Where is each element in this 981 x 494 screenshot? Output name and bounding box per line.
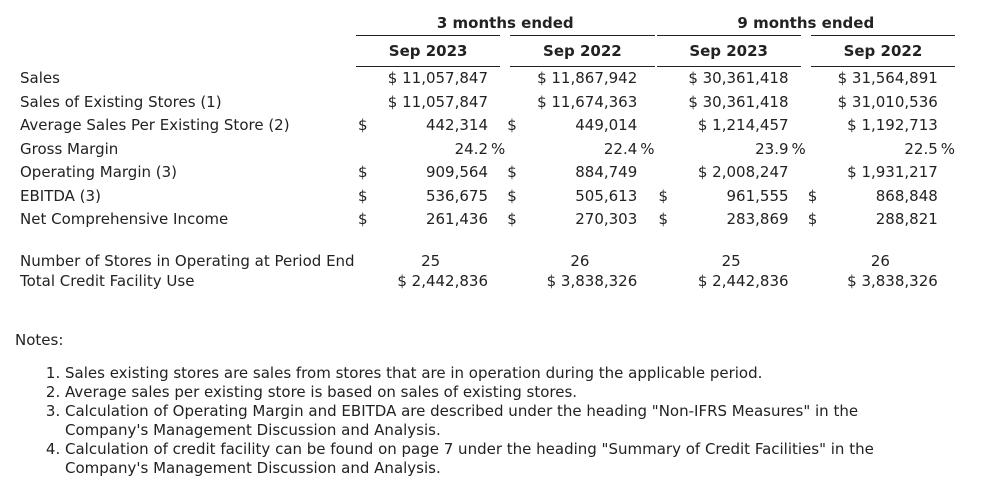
cell-value: $ 11,867,942	[537, 69, 638, 87]
note-item: 3. Calculation of Operating Margin and EBITDA are described under the heading "Non-IFRS Measures" in the Company's Management Discussion and Analysis.	[65, 402, 965, 440]
cell-value: $ 31,564,891	[837, 69, 938, 87]
cell-value: 536,675	[425, 186, 488, 205]
table-row	[20, 232, 955, 270]
cell-percent	[637, 67, 654, 91]
cell-value: 22.5	[904, 139, 938, 158]
notes-section	[15, 330, 965, 478]
cell-currency: $	[358, 116, 368, 134]
cell-percent: %	[940, 139, 956, 158]
cell-currency	[657, 270, 677, 294]
period-header: Sep 2023	[657, 36, 806, 67]
cell-percent: %	[791, 139, 806, 158]
cell-value: 442,314	[425, 116, 488, 134]
row-label: EBITDA (3)	[20, 186, 101, 205]
cell-value: $ 31,010,536	[837, 92, 938, 111]
table-row	[20, 161, 955, 185]
row-label: Average Sales Per Existing Store (2)	[20, 116, 290, 134]
cell-currency: $	[658, 186, 669, 205]
cell-percent	[637, 91, 654, 115]
cell-percent	[938, 114, 955, 138]
cell-percent: %	[640, 139, 655, 158]
cell-percent	[938, 185, 955, 209]
cell-percent: %	[491, 139, 506, 158]
cell-currency	[806, 138, 826, 162]
cell-value: 23.9	[755, 139, 789, 158]
cell-currency	[806, 91, 826, 115]
cell-currency	[505, 67, 525, 91]
cell-percent	[637, 270, 654, 294]
cell-percent	[637, 185, 654, 209]
cell-percent	[488, 270, 505, 294]
row-label: Sales of Existing Stores (1)	[20, 92, 222, 111]
table-row	[20, 185, 955, 209]
cell-value: 449,014	[575, 116, 638, 134]
cell-value: 961,555	[726, 186, 789, 205]
cell-percent	[789, 208, 806, 232]
cell-currency	[356, 270, 376, 294]
cell-currency: $	[507, 116, 517, 134]
row-label: Number of Stores in Operating at Period End	[20, 251, 355, 270]
cell-percent	[938, 208, 955, 232]
row-label: Gross Margin	[20, 139, 119, 158]
cell-value: 25	[721, 251, 741, 270]
period-header: Sep 2023	[356, 36, 505, 67]
cell-currency: $	[658, 210, 669, 228]
cell-percent	[789, 114, 806, 138]
cell-currency: $	[507, 163, 517, 181]
cell-value: $ 3,838,326	[847, 271, 938, 290]
cell-value: 909,564	[425, 163, 488, 181]
row-label: Net Comprehensive Income	[20, 210, 229, 228]
cell-value: $ 2,008,247	[697, 163, 789, 181]
cell-value: $ 1,192,713	[847, 116, 938, 134]
row-label: Operating Margin (3)	[20, 163, 178, 181]
table-row	[20, 270, 955, 294]
period-header-row	[20, 36, 955, 67]
cell-currency: $	[807, 186, 818, 205]
cell-percent	[789, 161, 806, 185]
cell-value: 505,613	[575, 186, 638, 205]
cell-value: $ 11,057,847	[387, 69, 488, 87]
cell-value: $ 2,442,836	[397, 271, 488, 290]
cell-value: 26	[570, 251, 590, 270]
cell-percent	[938, 67, 955, 91]
note-item: 4. Calculation of credit facility can be found on page 7 under the heading "Summary of Credit Facilities" in the Company's Management Discussion and Analysis.	[65, 440, 965, 478]
cell-value: 261,436	[425, 210, 488, 228]
cell-value: 283,869	[726, 210, 789, 228]
cell-percent	[637, 114, 654, 138]
cell-value: 288,821	[875, 210, 938, 228]
cell-percent	[789, 67, 806, 91]
cell-currency	[806, 114, 826, 138]
cell-currency	[505, 138, 525, 162]
row-label: Sales	[20, 68, 60, 87]
cell-value: 26	[870, 251, 890, 270]
period-header: Sep 2022	[505, 36, 654, 67]
cell-percent	[789, 185, 806, 209]
cell-value: 24.2	[454, 139, 488, 158]
cell-currency	[657, 138, 677, 162]
cell-currency	[806, 161, 826, 185]
note-item: 2. Average sales per existing store is based on sales of existing stores.	[65, 383, 965, 402]
table-body	[20, 67, 955, 294]
cell-value: $ 11,674,363	[537, 92, 638, 111]
cell-value: 25	[421, 251, 441, 270]
cell-value: $ 3,838,326	[546, 271, 638, 290]
cell-value: $ 1,931,217	[847, 163, 938, 181]
cell-percent	[637, 161, 654, 185]
cell-percent	[488, 67, 505, 91]
cell-currency: $	[507, 186, 517, 205]
cell-currency: $	[358, 186, 368, 205]
cell-value: 270,303	[575, 210, 638, 228]
table-row	[20, 91, 955, 115]
cell-currency	[806, 67, 826, 91]
row-label: Total Credit Facility Use	[20, 271, 195, 290]
cell-value: $ 11,057,847	[387, 92, 488, 111]
financial-summary-table	[20, 12, 955, 293]
cell-percent	[488, 161, 505, 185]
cell-percent	[789, 91, 806, 115]
cell-percent	[488, 185, 505, 209]
cell-value: $ 1,214,457	[697, 116, 789, 134]
table-row	[20, 138, 955, 162]
period-header: Sep 2022	[806, 36, 955, 67]
cell-percent	[789, 270, 806, 294]
cell-percent	[488, 208, 505, 232]
cell-currency: $	[807, 210, 818, 228]
cell-percent	[488, 91, 505, 115]
table-row	[20, 67, 955, 91]
group-header-9-months: 9 months ended	[657, 12, 956, 36]
cell-value: $ 30,361,418	[688, 92, 789, 111]
cell-percent	[488, 114, 505, 138]
cell-currency	[806, 270, 826, 294]
cell-currency	[657, 161, 677, 185]
group-header-row	[20, 12, 955, 36]
cell-currency	[356, 67, 376, 91]
cell-currency	[356, 138, 376, 162]
cell-currency	[657, 114, 677, 138]
group-header-3-months: 3 months ended	[356, 12, 655, 36]
cell-currency	[657, 91, 677, 115]
cell-currency: $	[507, 210, 517, 228]
cell-value: $ 2,442,836	[697, 271, 789, 290]
notes-list	[15, 364, 965, 478]
cell-value: 868,848	[875, 186, 938, 205]
cell-value: $ 30,361,418	[688, 69, 789, 87]
cell-currency: $	[358, 210, 368, 228]
cell-currency	[657, 67, 677, 91]
cell-currency	[505, 270, 525, 294]
cell-percent	[938, 91, 955, 115]
table-row	[20, 208, 955, 232]
cell-currency: $	[358, 163, 368, 181]
header-spacer	[20, 12, 356, 36]
cell-percent	[938, 161, 955, 185]
cell-percent	[637, 208, 654, 232]
cell-percent	[938, 270, 955, 294]
notes-title: Notes:	[15, 331, 64, 349]
cell-value: 884,749	[575, 163, 638, 181]
header-spacer	[20, 36, 356, 67]
cell-currency	[505, 91, 525, 115]
table-row	[20, 114, 955, 138]
note-item: 1. Sales existing stores are sales from stores that are in operation during the applicable period.	[65, 364, 965, 383]
cell-value: 22.4	[603, 139, 638, 158]
cell-currency	[356, 91, 376, 115]
